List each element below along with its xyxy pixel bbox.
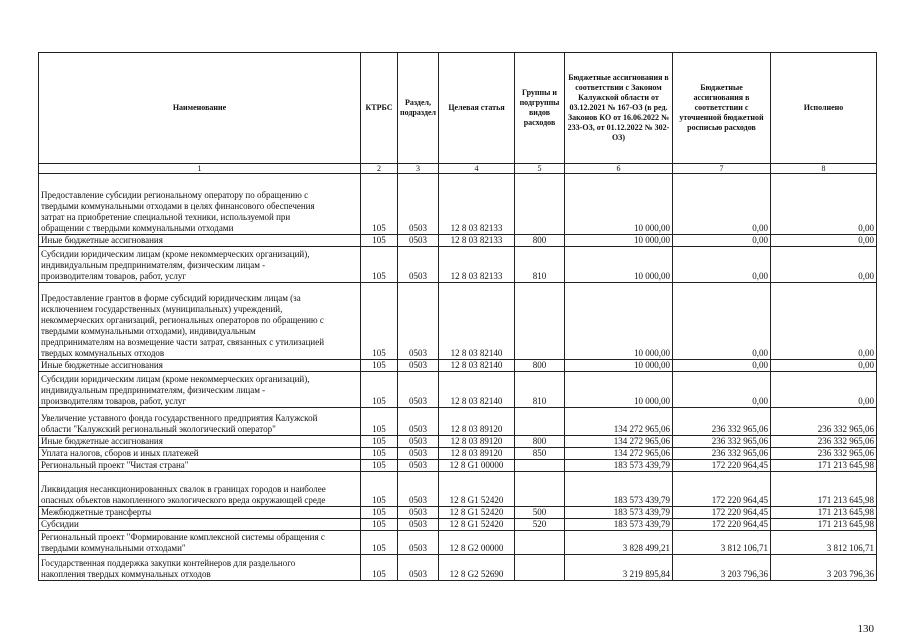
- row-group: 850: [515, 448, 565, 460]
- row-ktrbs: 105: [361, 448, 398, 460]
- row-law-allocation: 134 272 965,06: [565, 408, 673, 436]
- row-section: 0503: [398, 555, 439, 581]
- row-refined-allocation: 0,00: [673, 360, 771, 372]
- row-executed: 0,00: [771, 235, 877, 247]
- row-target: 12 8 03 89120: [439, 408, 515, 436]
- row-group: 500: [515, 507, 565, 519]
- row-name: Предоставление субсидии региональному оператору по обращению с твердыми коммунальными отходами в целях финансового обеспечения затрат на приобретение специальной техники, используемой при обращении с твердыми коммунальными отходами: [39, 174, 361, 235]
- row-name: Предоставление грантов в форме субсидий юридическим лицам (за исключением государственных (муниципальных) учреждений, некоммерческих организаций, региональных операторов по обращению с твердыми коммунальными отходами), индивидуальным предпринимателям на возмещение части затрат, связанных с утилизацией твердых коммунальных отходов: [39, 283, 361, 360]
- budget-table-container: [38, 52, 876, 581]
- table-row: [39, 247, 877, 283]
- row-law-allocation: 134 272 965,06: [565, 448, 673, 460]
- row-name: Государственная поддержка закупки контейнеров для раздельного накопления твердых коммунальных отходов: [39, 555, 361, 581]
- row-law-allocation: 10 000,00: [565, 235, 673, 247]
- row-section: 0503: [398, 436, 439, 448]
- row-executed: 3 203 796,36: [771, 555, 877, 581]
- row-section: 0503: [398, 507, 439, 519]
- table-row: [39, 235, 877, 247]
- row-group: 800: [515, 436, 565, 448]
- row-target: 12 8 03 82140: [439, 372, 515, 408]
- table-row: [39, 555, 877, 581]
- row-ktrbs: 105: [361, 460, 398, 472]
- column-number: 4: [439, 164, 515, 174]
- row-ktrbs: 105: [361, 283, 398, 360]
- page-number: 130: [857, 623, 874, 635]
- row-executed: 236 332 965,06: [771, 408, 877, 436]
- row-name: Иные бюджетные ассигнования: [39, 436, 361, 448]
- row-ktrbs: 105: [361, 408, 398, 436]
- row-group: 810: [515, 247, 565, 283]
- header-executed: Исполнено: [771, 53, 877, 164]
- row-group: [515, 283, 565, 360]
- row-section: 0503: [398, 519, 439, 531]
- row-ktrbs: 105: [361, 235, 398, 247]
- row-group: [515, 555, 565, 581]
- row-executed: 171 213 645,98: [771, 507, 877, 519]
- table-row: [39, 360, 877, 372]
- row-section: 0503: [398, 174, 439, 235]
- row-executed: 171 213 645,98: [771, 472, 877, 507]
- table-row: [39, 507, 877, 519]
- table-row: [39, 472, 877, 507]
- row-executed: 171 213 645,98: [771, 460, 877, 472]
- row-executed: 0,00: [771, 360, 877, 372]
- row-ktrbs: 105: [361, 360, 398, 372]
- row-target: 12 8 G1 52420: [439, 519, 515, 531]
- row-refined-allocation: 236 332 965,06: [673, 436, 771, 448]
- header-refined-allocation: Бюджетные ассигнования в соответствии с уточненной бюджетной росписью расходов: [673, 53, 771, 164]
- column-number: 8: [771, 164, 877, 174]
- row-refined-allocation: 172 220 964,45: [673, 460, 771, 472]
- row-law-allocation: 10 000,00: [565, 174, 673, 235]
- row-executed: 236 332 965,06: [771, 436, 877, 448]
- row-name: Межбюджетные трансферты: [39, 507, 361, 519]
- table-row: [39, 408, 877, 436]
- header-section: Раздел, подраздел: [398, 53, 439, 164]
- row-law-allocation: 183 573 439,79: [565, 519, 673, 531]
- row-refined-allocation: 3 812 106,71: [673, 531, 771, 555]
- row-ktrbs: 105: [361, 174, 398, 235]
- row-ktrbs: 105: [361, 372, 398, 408]
- row-group: 520: [515, 519, 565, 531]
- row-ktrbs: 105: [361, 507, 398, 519]
- row-refined-allocation: 172 220 964,45: [673, 519, 771, 531]
- row-law-allocation: 10 000,00: [565, 372, 673, 408]
- table-row: [39, 436, 877, 448]
- row-executed: 0,00: [771, 247, 877, 283]
- row-refined-allocation: 0,00: [673, 235, 771, 247]
- table-row: [39, 460, 877, 472]
- row-group: [515, 472, 565, 507]
- row-group: 800: [515, 235, 565, 247]
- row-group: [515, 531, 565, 555]
- row-section: 0503: [398, 235, 439, 247]
- row-ktrbs: 105: [361, 519, 398, 531]
- row-section: 0503: [398, 531, 439, 555]
- row-target: 12 8 G2 00000: [439, 531, 515, 555]
- row-executed: 0,00: [771, 283, 877, 360]
- row-target: 12 8 03 82140: [439, 283, 515, 360]
- row-section: 0503: [398, 460, 439, 472]
- row-executed: 3 812 106,71: [771, 531, 877, 555]
- header-ktrbs: КТРБС: [361, 53, 398, 164]
- row-target: 12 8 G1 52420: [439, 507, 515, 519]
- table-row: [39, 372, 877, 408]
- row-name: Субсидии юридическим лицам (кроме некоммерческих организаций), индивидуальным предпринимателям, физическим лицам - производителям товаров, работ, услуг: [39, 247, 361, 283]
- column-number: 2: [361, 164, 398, 174]
- row-refined-allocation: 172 220 964,45: [673, 472, 771, 507]
- row-refined-allocation: 0,00: [673, 283, 771, 360]
- row-name: Субсидии: [39, 519, 361, 531]
- row-target: 12 8 03 82133: [439, 174, 515, 235]
- column-number: 1: [39, 164, 361, 174]
- row-executed: 236 332 965,06: [771, 448, 877, 460]
- budget-table: [38, 52, 877, 581]
- row-refined-allocation: 236 332 965,06: [673, 408, 771, 436]
- row-name: Ликвидация несанкционированных свалок в границах городов и наиболее опасных объектов накопленного экологического вреда окружающей среде: [39, 472, 361, 507]
- row-target: 12 8 G1 52420: [439, 472, 515, 507]
- row-name: Субсидии юридическим лицам (кроме некоммерческих организаций), индивидуальным предпринимателям, физическим лицам - производителям товаров, работ, услуг: [39, 372, 361, 408]
- column-number: 7: [673, 164, 771, 174]
- row-name: Иные бюджетные ассигнования: [39, 360, 361, 372]
- row-target: 12 8 03 82133: [439, 235, 515, 247]
- header-law-allocation: Бюджетные ассигнования в соответствии с Законом Калужской области от 03.12.2021 № 167-ОЗ (в ред. Законов КО от 16.06.2022 № 233-ОЗ, от 01.12.2022 № 302-ОЗ): [565, 53, 673, 164]
- row-section: 0503: [398, 283, 439, 360]
- header-target: Целевая статья: [439, 53, 515, 164]
- header-name: Наименование: [39, 53, 361, 164]
- row-section: 0503: [398, 408, 439, 436]
- row-law-allocation: 3 828 499,21: [565, 531, 673, 555]
- row-law-allocation: 10 000,00: [565, 283, 673, 360]
- row-law-allocation: 183 573 439,79: [565, 472, 673, 507]
- row-name: Региональный проект "Чистая страна": [39, 460, 361, 472]
- row-name: Увеличение уставного фонда государственного предприятия Калужской области "Калужский региональный экологический оператор": [39, 408, 361, 436]
- row-ktrbs: 105: [361, 436, 398, 448]
- table-row: [39, 283, 877, 360]
- row-ktrbs: 105: [361, 555, 398, 581]
- row-refined-allocation: 3 203 796,36: [673, 555, 771, 581]
- row-law-allocation: 183 573 439,79: [565, 460, 673, 472]
- row-law-allocation: 3 219 895,84: [565, 555, 673, 581]
- row-section: 0503: [398, 360, 439, 372]
- column-number: 5: [515, 164, 565, 174]
- row-executed: 0,00: [771, 372, 877, 408]
- row-group: 810: [515, 372, 565, 408]
- header-group: Группы и подгруппы видов расходов: [515, 53, 565, 164]
- row-group: 800: [515, 360, 565, 372]
- row-name: Уплата налогов, сборов и иных платежей: [39, 448, 361, 460]
- row-section: 0503: [398, 372, 439, 408]
- row-refined-allocation: 0,00: [673, 372, 771, 408]
- row-law-allocation: 10 000,00: [565, 360, 673, 372]
- header-row: [39, 53, 877, 164]
- table-row: [39, 519, 877, 531]
- row-ktrbs: 105: [361, 472, 398, 507]
- table-row: [39, 448, 877, 460]
- row-name: Региональный проект "Формирование комплексной системы обращения с твердыми коммунальными отходами": [39, 531, 361, 555]
- row-executed: 171 213 645,98: [771, 519, 877, 531]
- row-group: [515, 408, 565, 436]
- row-section: 0503: [398, 247, 439, 283]
- row-law-allocation: 134 272 965,06: [565, 436, 673, 448]
- row-target: 12 8 03 82133: [439, 247, 515, 283]
- row-name: Иные бюджетные ассигнования: [39, 235, 361, 247]
- row-ktrbs: 105: [361, 531, 398, 555]
- row-law-allocation: 10 000,00: [565, 247, 673, 283]
- row-law-allocation: 183 573 439,79: [565, 507, 673, 519]
- table-row: [39, 174, 877, 235]
- row-target: 12 8 03 89120: [439, 448, 515, 460]
- row-executed: 0,00: [771, 174, 877, 235]
- row-refined-allocation: 0,00: [673, 247, 771, 283]
- row-section: 0503: [398, 472, 439, 507]
- row-ktrbs: 105: [361, 247, 398, 283]
- row-target: 12 8 G2 52690: [439, 555, 515, 581]
- row-refined-allocation: 172 220 964,45: [673, 507, 771, 519]
- row-target: 12 8 03 89120: [439, 436, 515, 448]
- row-refined-allocation: 0,00: [673, 174, 771, 235]
- row-target: 12 8 G1 00000: [439, 460, 515, 472]
- column-number: 3: [398, 164, 439, 174]
- row-section: 0503: [398, 448, 439, 460]
- row-group: [515, 460, 565, 472]
- row-target: 12 8 03 82140: [439, 360, 515, 372]
- row-group: [515, 174, 565, 235]
- row-refined-allocation: 236 332 965,06: [673, 448, 771, 460]
- column-number-row: [39, 164, 877, 174]
- column-number: 6: [565, 164, 673, 174]
- table-row: [39, 531, 877, 555]
